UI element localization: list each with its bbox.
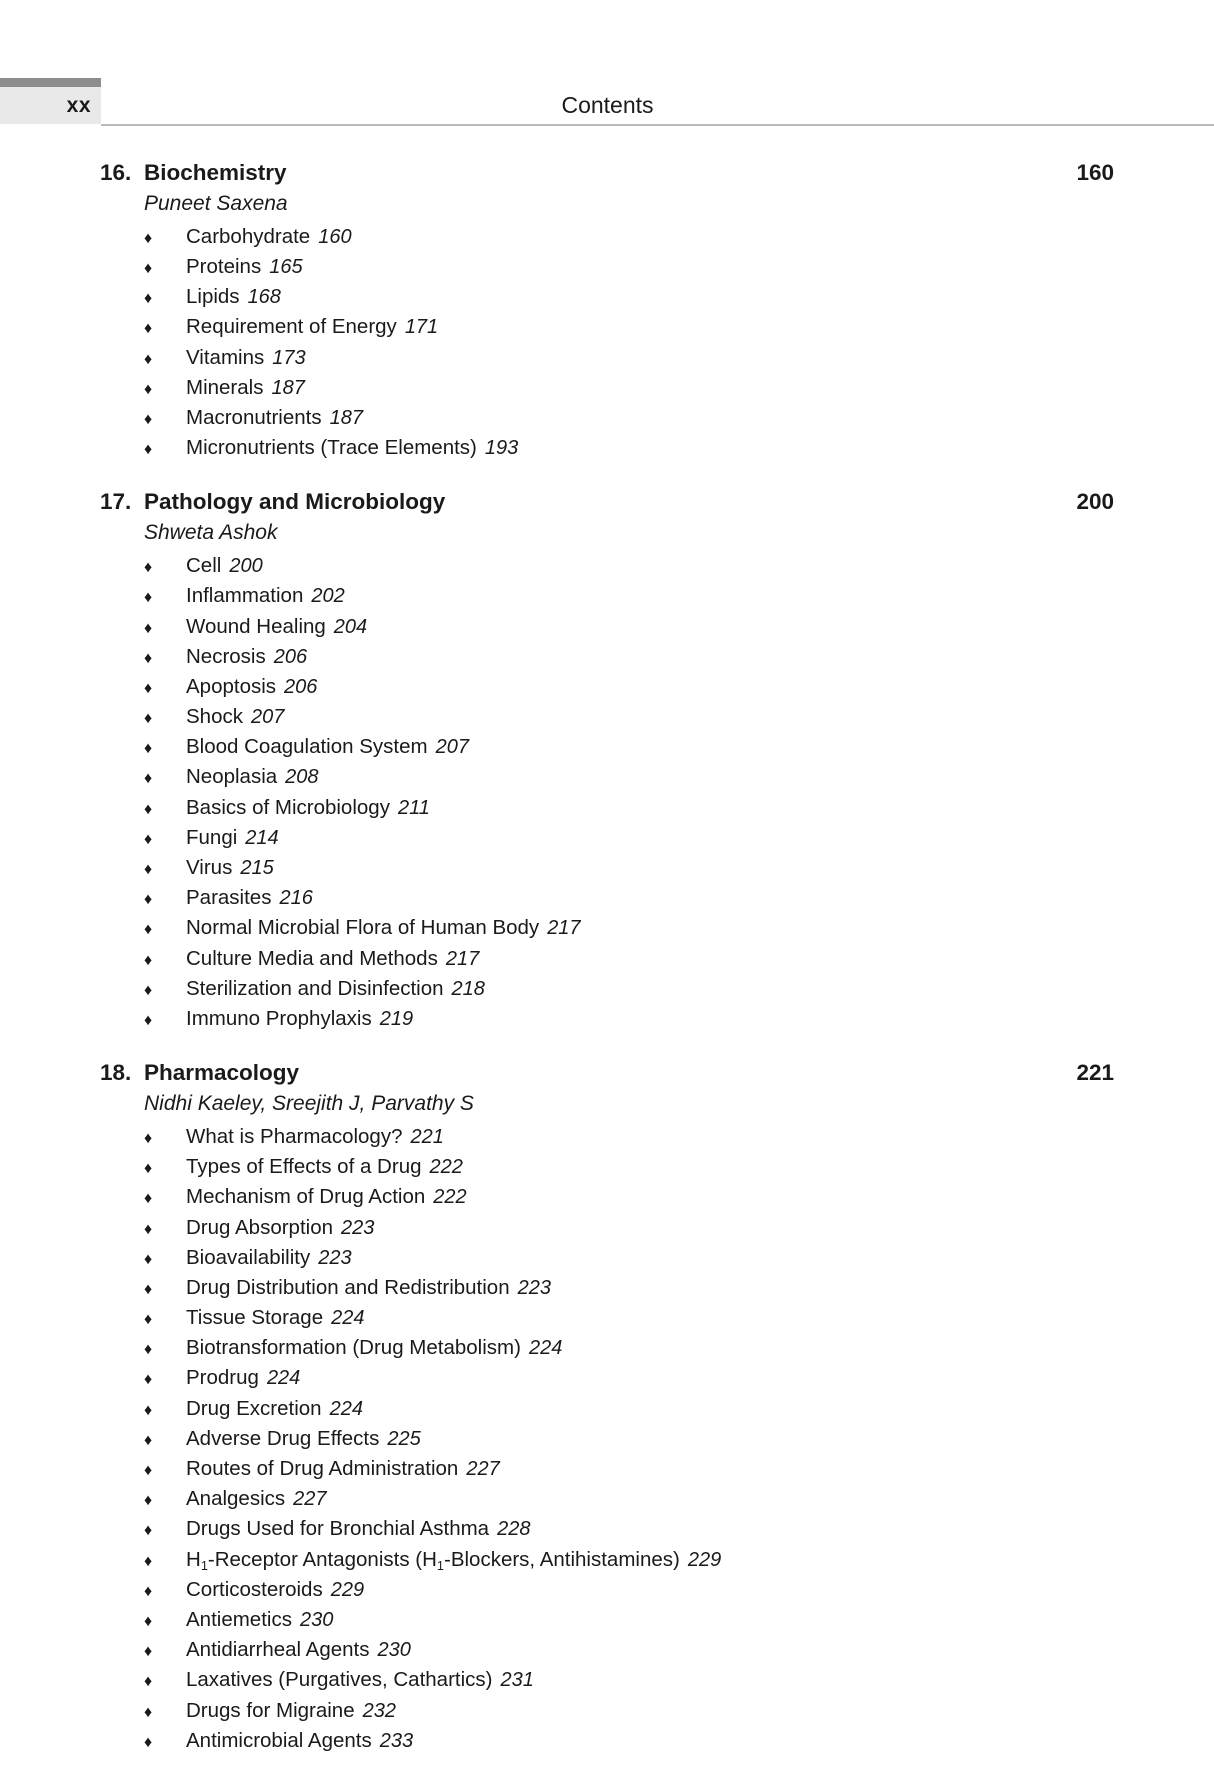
diamond-bullet-icon: ♦ [144,740,153,758]
topic-line [186,913,581,943]
header-divider [101,124,1214,126]
topic-item[interactable] [144,403,1114,433]
topic-line [186,222,352,252]
topic-line [186,1152,463,1182]
topic-label: Minerals [186,375,264,399]
chapter-page-number: 160 [1076,160,1114,185]
topic-item[interactable] [144,853,1114,883]
topic-page-number: 207 [250,706,285,729]
topic-line [186,1696,396,1726]
chapter-number: 17. [100,489,132,515]
topic-label: $H_1$-Receptor Antagonists ($H_1$-Blockers, Antihistamines) [186,1547,680,1573]
topic-label: Drug Excretion [186,1396,322,1420]
diamond-bullet-icon: ♦ [144,830,153,848]
topic-line [186,1514,530,1544]
topic-label: Parasites [186,886,272,910]
topic-item[interactable] [144,793,1114,823]
topic-item[interactable] [144,1484,1114,1514]
topic-item[interactable] [144,1726,1114,1756]
topic-line [186,551,263,581]
topic-line [186,1484,327,1514]
topic-line [186,1243,352,1273]
chapter-heading[interactable] [100,487,1114,517]
diamond-bullet-icon: ♦ [144,679,153,697]
topic-item[interactable] [144,1394,1114,1424]
topic-line [186,1273,551,1303]
topic-line [186,853,274,883]
diamond-bullet-icon: ♦ [144,1250,153,1268]
topic-page-number: 165 [269,256,303,278]
chapter-page-number: 221 [1076,1060,1114,1086]
topic-line [186,1363,300,1393]
topic-page-number: 216 [279,887,313,910]
chapter-authors: Puneet Saxena [144,191,288,215]
topic-line [186,1394,363,1424]
topic-item[interactable] [144,762,1114,792]
topic-line [186,1333,562,1363]
topic-label: Necrosis [186,644,266,668]
topic-page-number: 224 [331,1307,365,1330]
topic-item[interactable] [144,1605,1114,1635]
topic-label: Tissue Storage [186,1306,324,1330]
diamond-bullet-icon: ♦ [144,1220,153,1238]
diamond-bullet-icon: ♦ [144,229,153,247]
topic-line [186,823,279,853]
topic-label: Drug Absorption [186,1215,334,1239]
diamond-bullet-icon: ♦ [144,1643,153,1661]
topic-label: Shock [186,705,243,729]
topic-line [186,1665,534,1695]
topic-page-number: 230 [299,1608,334,1631]
topic-page-number: 228 [497,1518,531,1541]
diamond-bullet-icon: ♦ [144,1190,153,1208]
topic-item[interactable] [144,312,1114,342]
diamond-bullet-icon: ♦ [144,1612,153,1630]
topic-line [186,312,438,342]
chapter-title: Pharmacology [144,1060,300,1086]
topic-page-number: 168 [247,286,281,309]
diamond-bullet-icon: ♦ [144,649,153,667]
topic-page-number: 230 [377,1639,411,1662]
topic-page-number: 223 [318,1246,352,1269]
topic-label: Inflammation [186,584,304,608]
topic-page-number: 231 [500,1669,534,1692]
topic-line [186,883,313,913]
topic-label: Antimicrobial Agents [186,1728,372,1752]
topic-line [186,1454,500,1484]
diamond-bullet-icon: ♦ [144,1371,153,1389]
topic-label: Antidiarrheal Agents [186,1638,370,1662]
topic-page-number: 224 [528,1337,563,1360]
topic-label: Antiemetics [186,1607,292,1631]
topic-item[interactable] [144,1303,1114,1333]
topic-label: Biotransformation (Drug Metabolism) [186,1336,521,1360]
topic-item[interactable] [144,1575,1114,1605]
topic-item[interactable] [144,1182,1114,1212]
topic-label: Types of Effects of a Drug [186,1155,422,1179]
topic-line [186,702,284,732]
topic-line [186,1182,467,1212]
topic-label: Fungi [186,825,238,849]
topic-label: Proteins [186,255,262,278]
topic-item[interactable] [144,913,1114,943]
topic-label: Bioavailability [186,1245,311,1269]
topic-list [100,222,1114,464]
topic-line [186,282,281,312]
chapter-entry[interactable] [100,487,1114,1034]
topic-item[interactable] [144,1152,1114,1182]
topic-page-number: 208 [285,766,319,789]
topic-line [186,793,430,823]
topic-item[interactable] [144,1454,1114,1484]
diamond-bullet-icon: ♦ [144,290,153,308]
diamond-bullet-icon: ♦ [144,441,153,459]
topic-item[interactable] [144,1363,1114,1393]
topic-item[interactable] [144,1333,1114,1363]
diamond-bullet-icon: ♦ [144,800,153,818]
diamond-bullet-icon: ♦ [144,981,153,999]
topic-page-number: 232 [362,1699,396,1722]
topic-page-number: 200 [229,555,263,578]
topic-label: Drugs for Migraine [186,1698,355,1722]
page-folio: xx [66,94,91,117]
chapter-page-number: 200 [1076,489,1114,515]
topic-item[interactable] [144,1122,1114,1152]
topic-line [186,581,345,611]
topic-line [186,252,303,282]
topic-line [186,1545,721,1575]
topic-label: Micronutrients (Trace Elements) [186,436,477,460]
toc-content [0,134,1214,1756]
topic-line [186,403,363,433]
chapter-entry[interactable] [100,1058,1114,1756]
chapter-authors: Shweta Ashok [144,521,278,544]
topic-page-number: 223 [341,1216,375,1239]
topic-page-number: 193 [484,437,519,460]
topic-label: Requirement of Energy [186,315,397,339]
diamond-bullet-icon: ♦ [144,1160,153,1178]
topic-label: Cell [186,554,222,578]
topic-line [186,612,367,642]
topic-item[interactable] [144,732,1114,762]
topic-page-number: 221 [410,1125,444,1148]
topic-line [186,1605,333,1635]
diamond-bullet-icon: ♦ [144,861,153,878]
topic-item[interactable] [144,373,1114,403]
topic-line [186,343,306,373]
topic-label: What is Pharmacology? [186,1124,403,1148]
topic-item[interactable] [144,1635,1114,1665]
topic-page-number: 206 [273,645,308,668]
diamond-bullet-icon: ♦ [144,1733,153,1751]
diamond-bullet-icon: ♦ [144,921,153,939]
topic-item[interactable] [144,1213,1114,1243]
topic-line [186,762,319,792]
topic-line [186,1575,364,1605]
topic-page-number: 173 [272,346,306,369]
topic-item[interactable] [144,1696,1114,1726]
topic-item[interactable] [144,702,1114,732]
topic-line [186,1726,413,1756]
topic-label: Lipids [186,285,240,309]
topic-label: Drug Distribution and Redistribution [186,1275,510,1299]
topic-line [186,1424,421,1454]
topic-line [186,1213,374,1243]
diamond-bullet-icon: ♦ [144,1492,153,1510]
diamond-bullet-icon: ♦ [144,1011,153,1029]
chapter-heading[interactable] [100,1058,1114,1088]
topic-page-number: 215 [240,857,274,879]
diamond-bullet-icon: ♦ [144,350,153,368]
diamond-bullet-icon: ♦ [144,1673,153,1691]
chapter-spacer [100,467,1114,487]
topic-label: Laxatives (Purgatives, Cathartics) [186,1668,493,1692]
topic-label: Carbohydrate [186,224,311,248]
topic-page-number: 211 [397,796,430,819]
topic-item[interactable] [144,222,1114,252]
diamond-bullet-icon: ♦ [144,1280,153,1298]
diamond-bullet-icon: ♦ [144,260,153,277]
diamond-bullet-icon: ♦ [144,710,153,728]
diamond-bullet-icon: ♦ [144,1552,153,1570]
topic-page-number: 227 [466,1458,500,1480]
chapter-heading[interactable] [100,158,1114,188]
topic-page-number: 219 [379,1007,414,1030]
topic-item[interactable] [144,551,1114,581]
header-tab-bar [0,78,101,87]
topic-label: Blood Coagulation System [186,735,428,759]
topic-line [186,732,469,762]
diamond-bullet-icon: ♦ [144,951,153,969]
diamond-bullet-icon: ♦ [144,1341,153,1359]
topic-page-number: 218 [451,977,485,1000]
topic-item[interactable] [144,642,1114,672]
topic-item[interactable] [144,944,1114,974]
topic-item[interactable] [144,1243,1114,1273]
topic-item[interactable] [144,433,1114,463]
topic-page-number: 171 [404,316,439,339]
topic-item[interactable] [144,1665,1114,1695]
topic-item[interactable] [144,1273,1114,1303]
topic-page-number: 223 [517,1276,551,1299]
folio-box [0,87,101,124]
topic-item[interactable] [144,1424,1114,1454]
topic-item[interactable] [144,581,1114,611]
topic-item[interactable] [144,343,1114,373]
topic-line [186,1122,444,1152]
topic-label: Virus [186,856,233,879]
topic-item[interactable] [144,252,1114,282]
topic-label: Adverse Drug Effects [186,1426,380,1450]
chapter-number: 16. [100,160,132,185]
topic-label: Drugs Used for Bronchial Asthma [186,1517,490,1541]
topic-line [186,433,518,463]
topic-page-number: 187 [271,376,305,399]
topic-page-number: 222 [429,1156,463,1179]
topic-label: Mechanism of Drug Action [186,1185,426,1209]
topic-item[interactable] [144,282,1114,312]
topic-label: Immuno Prophylaxis [186,1006,372,1030]
topic-page-number: 227 [293,1488,327,1511]
diamond-bullet-icon: ♦ [144,320,153,338]
topic-page-number: 214 [245,826,279,849]
contents-page [0,78,1214,1784]
topic-label: Culture Media and Methods [186,946,438,970]
topic-line [186,1635,411,1665]
topic-list [100,551,1114,1034]
topic-page-number: 217 [445,947,480,970]
chapter-entry[interactable] [100,158,1114,463]
topic-page-number: 233 [379,1729,414,1752]
chapter-title: Biochemistry [144,160,287,185]
chapter-authors: Nidhi Kaeley, Sreejith J, Parvathy S [144,1091,474,1115]
diamond-bullet-icon: ♦ [144,1311,153,1329]
topic-label: Macronutrients [186,405,322,429]
topic-line [186,974,485,1004]
topic-label: Basics of Microbiology [186,795,390,819]
diamond-bullet-icon: ♦ [144,380,153,398]
topic-label: Analgesics [186,1487,286,1511]
topic-line [186,642,307,672]
topic-page-number: 202 [311,585,345,608]
chapter-list [100,158,1114,1756]
topic-label: Apoptosis [186,674,277,698]
topic-label: Vitamins [186,345,265,369]
topic-page-number: 229 [330,1578,365,1601]
topic-item[interactable] [144,974,1114,1004]
running-header [0,78,1214,134]
topic-item[interactable] [144,1514,1114,1544]
diamond-bullet-icon: ♦ [144,619,153,637]
diamond-bullet-icon: ♦ [144,1401,153,1419]
diamond-bullet-icon: ♦ [144,589,153,607]
topic-label: Normal Microbial Flora of Human Body [186,916,540,940]
diamond-bullet-icon: ♦ [144,1462,153,1479]
topic-page-number: 225 [387,1427,421,1450]
diamond-bullet-icon: ♦ [144,1129,153,1147]
topic-page-number: 224 [266,1367,301,1390]
diamond-bullet-icon: ♦ [144,1522,153,1540]
topic-item[interactable] [144,612,1114,642]
topic-page-number: 160 [318,225,352,248]
topic-line [186,1004,413,1034]
topic-label: Wound Healing [186,614,326,638]
diamond-bullet-icon: ♦ [144,1703,153,1721]
topic-label: Corticosteroids [186,1577,323,1601]
topic-line [186,1303,365,1333]
topic-label: Routes of Drug Administration [186,1457,459,1480]
topic-label: Sterilization and Disinfection [186,976,444,1000]
diamond-bullet-icon: ♦ [144,1582,153,1600]
topic-page-number: 187 [329,406,363,429]
topic-page-number: 217 [547,917,581,940]
topic-page-number: 222 [433,1186,467,1209]
topic-item[interactable] [144,672,1114,702]
topic-page-number: 204 [333,615,368,638]
topic-item[interactable] [144,1545,1114,1575]
topic-line [186,672,317,702]
topic-line [186,944,479,974]
chapter-number: 18. [100,1060,132,1086]
page-title: Contents [561,92,654,118]
topic-list [100,1122,1114,1756]
topic-item[interactable] [144,883,1114,913]
topic-page-number: 206 [284,675,318,698]
chapter-title: Pathology and Microbiology [144,489,446,515]
topic-page-number: 207 [435,736,469,759]
chapter-spacer [100,1038,1114,1058]
topic-label: Neoplasia [186,765,278,789]
topic-label: Prodrug [186,1366,259,1390]
diamond-bullet-icon: ♦ [144,559,153,577]
topic-item[interactable] [144,823,1114,853]
topic-line [186,373,305,403]
diamond-bullet-icon: ♦ [144,410,153,428]
diamond-bullet-icon: ♦ [144,770,153,788]
topic-page-number: 229 [687,1548,722,1571]
topic-page-number: 224 [329,1397,363,1420]
diamond-bullet-icon: ♦ [144,1431,153,1449]
topic-item[interactable] [144,1004,1114,1034]
diamond-bullet-icon: ♦ [144,891,153,909]
